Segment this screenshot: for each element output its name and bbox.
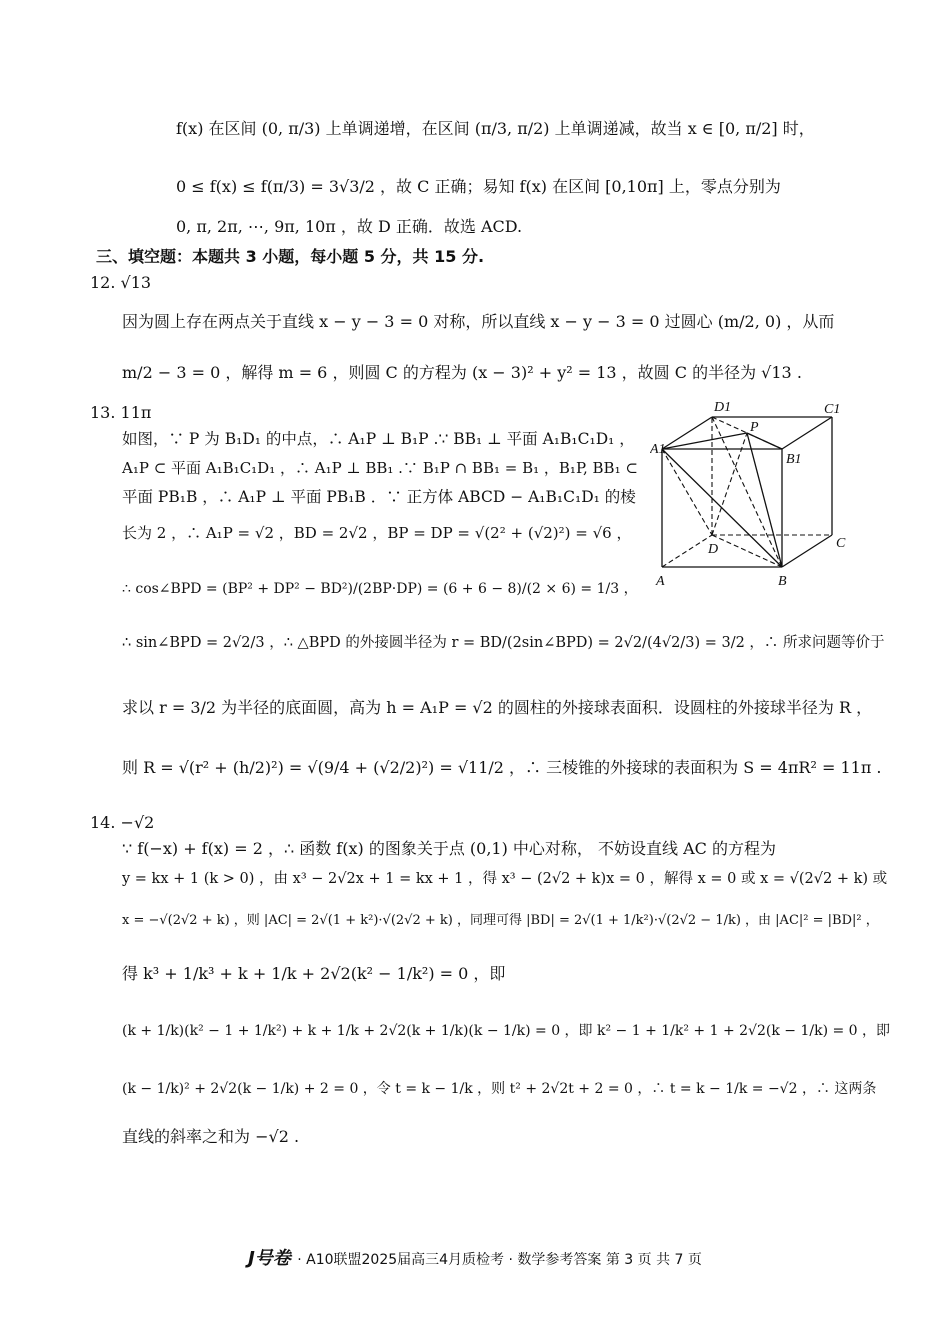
text-line-l12: 长为 2 ，∴ A₁P = √2 ，BD = 2√2 ，BP = DP = √(2² + (√2)²) = √6 ， [122, 524, 632, 542]
label-B: B [778, 574, 787, 589]
text-line-l18: ∵ f(−x) + f(x) = 2 ，∴ 函数 f(x) 的图象关于点 (0,1) 中心对称， 不妨设直线 AC 的方程为 [122, 839, 776, 858]
text-line-l22: (k + 1/k)(k² − 1 + 1/k²) + k + 1/k + 2√2(k + 1/k)(k − 1/k) = 0 ，即 k² − 1 + 1/k² + 1 + 2√2(k − 1/k) = 0 ，即 [122, 1023, 891, 1039]
text-line-l10: A₁P ⊂ 平面 A₁B₁C₁D₁ ，∴ A₁P ⊥ BB₁ .∵ B₁P ∩ BB₁ = B₁ ，B₁P, BB₁ ⊂ [122, 459, 638, 477]
text-line-l13: ∴ cos∠BPD = (BP² + DP² − BD²)/(2BP·DP) = (6 + 6 − 8)/(2 × 6) = 1/3 ， [122, 581, 638, 597]
edge-B1-C1 [782, 417, 832, 449]
text-line-l21: 得 k³ + 1/k³ + k + 1/k + 2√2(k² − 1/k²) = 0 ，即 [122, 964, 506, 983]
label-P: P [750, 420, 759, 435]
text-line-l11: 平面 PB₁B ，∴ A₁P ⊥ 平面 PB₁B ．∵ 正方体 ABCD − A₁B₁C₁D₁ 的棱 [122, 488, 636, 506]
edge-D-P [712, 433, 747, 535]
edge-A-D [662, 535, 712, 567]
label-D1: D1 [714, 400, 732, 415]
text-line-l16: 则 R = √(r² + (h/2)²) = √(9/4 + (√2/2)²) = √11/2 ，∴ 三棱锥的外接球的表面积为 S = 4πR² = 11π . [122, 758, 882, 777]
text-line-l19: y = kx + 1 (k > 0) ，由 x³ − 2√2x + 1 = kx + 1 ，得 x³ − (2√2 + k)x = 0 ，解得 x = 0 或 x = √(2√2 + k) 或 [122, 871, 888, 887]
text-line-l09: 如图，∵ P 为 B₁D₁ 的中点，∴ A₁P ⊥ B₁P .∵ BB₁ ⊥ 平面 A₁B₁C₁D₁ ， [122, 430, 635, 448]
text-line-l08: 13. 11π [90, 403, 152, 422]
footer-text: · A10联盟2025届高三4月质检考 · 数学参考答案 第 3 页 共 7 页 [297, 1252, 702, 1268]
label-C: C [836, 536, 846, 551]
edge-A1-D [662, 449, 712, 535]
text-line-l23: (k − 1/k)² + 2√2(k − 1/k) + 2 = 0 ，令 t = k − 1/k ，则 t² + 2√2t + 2 = 0 ，∴ t = k − 1/k = −√2 ，∴ 这两条 [122, 1081, 877, 1097]
text-line-l04: 三、填空题：本题共 3 小题，每小题 5 分，共 15 分. [96, 247, 485, 266]
text-line-l05: 12. √13 [90, 273, 152, 292]
text-line-l06: 因为圆上存在两点关于直线 x − y − 3 = 0 对称，所以直线 x − y − 3 = 0 过圆心 (m/2, 0) ，从而 [122, 312, 835, 331]
text-line-l03: 0, π, 2π, ⋯, 9π, 10π ，故 D 正确．故选 ACD. [176, 217, 523, 236]
edge-D-B [712, 535, 782, 567]
label-A: A [656, 574, 665, 589]
text-line-l07: m/2 − 3 = 0 ，解得 m = 6 ，则圆 C 的方程为 (x − 3)² + y² = 13 ，故圆 C 的半径为 √13 . [122, 363, 802, 382]
edge-B-C [782, 535, 832, 567]
label-C1: C1 [824, 402, 841, 417]
text-line-l20: x = −√(2√2 + k) ，则 |AC| = 2√(1 + k²)·√(2√2 + k) ，同理可得 |BD| = 2√(1 + 1/k²)·√(2√2 − 1/k) ，由 |AC|² = |BD|² ， [122, 913, 879, 928]
text-line-l01: f(x) 在区间 (0, π/3) 上单调递增，在区间 (π/3, π/2) 上单调递减，故当 x ∈ [0, π/2] 时， [176, 119, 815, 138]
brand-logo: J号卷 [248, 1248, 291, 1269]
edge-D1-B [712, 417, 782, 567]
cube-figure [650, 395, 850, 595]
label-D: D [708, 542, 719, 557]
label-B1: B1 [786, 452, 802, 467]
edge-P-B [747, 433, 782, 567]
text-line-l17: 14. −√2 [90, 813, 155, 832]
text-line-l24: 直线的斜率之和为 −√2 . [122, 1127, 300, 1146]
text-line-l15: 求以 r = 3/2 为半径的底面圆，高为 h = A₁P = √2 的圆柱的外接球表面积．设圆柱的外接球半径为 R ， [122, 698, 873, 717]
page-footer [0, 1244, 950, 1270]
edge-A1-B [662, 449, 782, 567]
label-A1: A1 [650, 442, 666, 457]
text-line-l14: ∴ sin∠BPD = 2√2/3 ，∴ △BPD 的外接圆半径为 r = BD/(2sin∠BPD) = 2√2/(4√2/3) = 3/2 ，∴ 所求问题等价于 [122, 635, 885, 651]
text-line-l02: 0 ≤ f(x) ≤ f(π/3) = 3√3/2 ，故 C 正确；易知 f(x) 在区间 [0,10π] 上，零点分别为 [176, 177, 781, 196]
